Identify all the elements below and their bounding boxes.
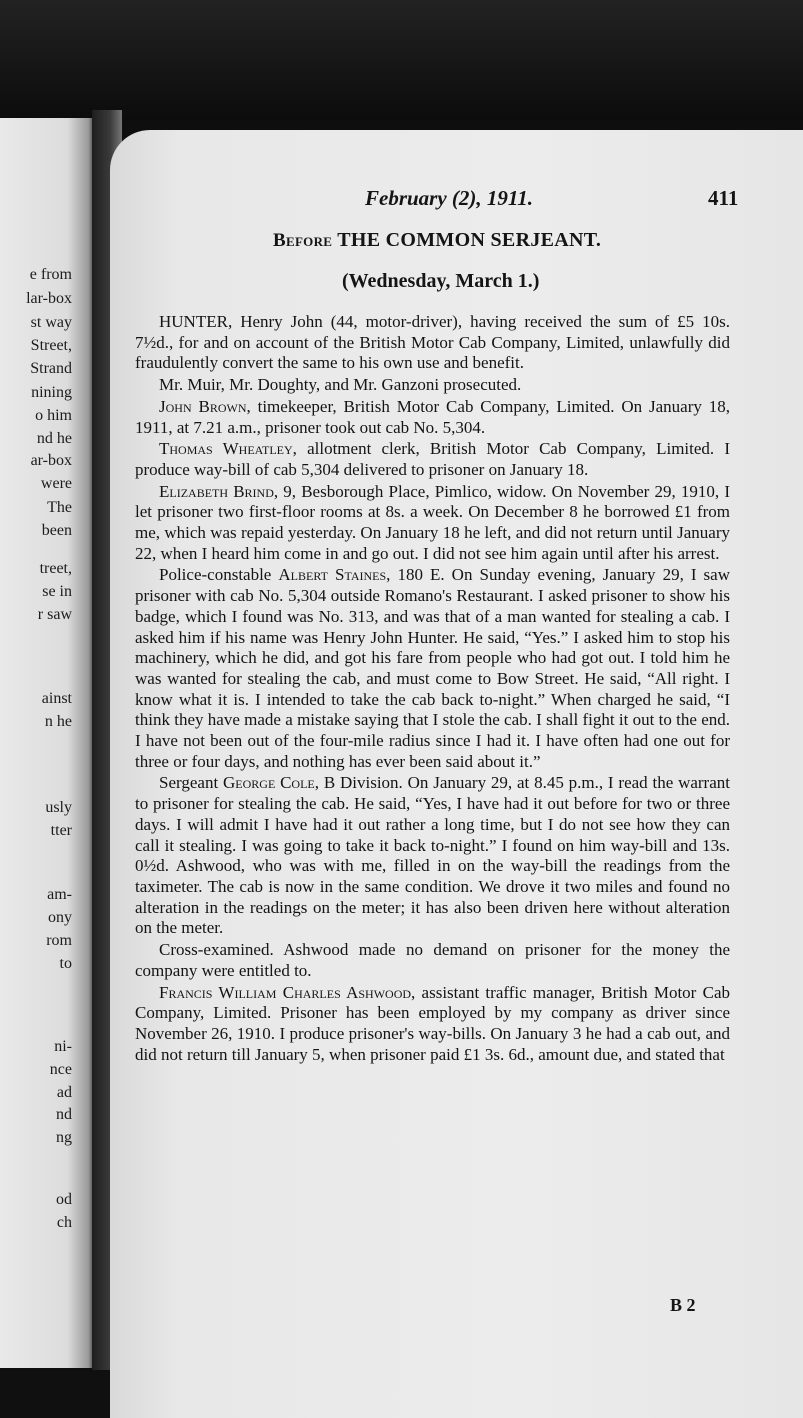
signature-mark: B 2: [670, 1295, 696, 1315]
left-fragment: lar-box: [26, 290, 72, 307]
testimony-paragraph: Sergeant George Cole, B Division. On January 29, at 8.45 p.m., I read the warrant to prisoner for stealing the cab. He said, “Yes, I have had it out before for two or three days. I will admit I have had it out rather a long time, but I do not see how they can call it stealing. I was going to take it back to-night.” I found on him way-bill and 13s. 0½d. Ashwood, who was with me, filled in on the way-bill the readings from the taximeter. The cab is now in the same condition. We drove it two miles and found no alteration in the readings on the meter; it has also been driven here without alteration on the meter.: [135, 773, 730, 938]
left-fragment: nd he: [36, 430, 72, 447]
scan-background-top: [0, 0, 803, 120]
left-fragment: The: [47, 499, 72, 516]
left-fragment: se in: [42, 583, 72, 600]
testimony-paragraph: Francis William Charles Ashwood, assistant traffic manager, British Motor Cab Company, Limited. Prisoner has been employed by my company as driver since November 26, 1910. I produce prisoner's way-bills. On January 3 he had a cab out, and did not return till January 5, when prisoner paid £1 3s. 6d., amount due, and stated that: [135, 982, 730, 1064]
defendant-name: HUNTER,: [159, 312, 233, 331]
court-before: Before: [273, 230, 333, 251]
counsel-paragraph: Mr. Muir, Mr. Doughty, and Mr. Ganzoni prosecuted.: [159, 375, 522, 395]
left-fragment: ar-box: [30, 452, 72, 469]
left-fragment: e from: [29, 266, 72, 283]
left-fragment: ad: [56, 1084, 72, 1101]
witness-name: Albert Staines,: [278, 565, 391, 585]
witness-name: John Brown,: [159, 396, 251, 416]
left-fragment: ng: [56, 1129, 72, 1146]
running-header: [110, 186, 803, 216]
left-fragment: st way: [30, 314, 72, 331]
testimony-paragraph: Thomas Wheatley, allotment clerk, British Motor Cab Company, Limited. I produce way-bill of cab 5,304 delivered to prisoner on January 18.: [135, 439, 731, 479]
left-fragment: treet,: [39, 560, 72, 577]
cross-examination-paragraph: Cross-examined. Ashwood made no demand on prisoner for the money the company were entitled to.: [135, 940, 730, 980]
left-fragment: been: [41, 522, 72, 539]
testimony-paragraph: John Brown, timekeeper, British Motor Cab Company, Limited. On January 18, 1911, at 7.21 a.m., prisoner took out cab No. 5,304.: [135, 396, 730, 437]
left-page-edge: [0, 118, 96, 1368]
witness-name: Francis William Charles Ashwood,: [159, 982, 416, 1002]
left-fragment: ch: [56, 1214, 72, 1231]
testimony-paragraph: Elizabeth Brind, 9, Besborough Place, Pimlico, widow. On November 29, 1910, I let prisoner two first-floor rooms at 8s. a week. On December 8 he borrowed £1 from me, which was repaid yesterday. On January 18 he left, and did not return until January 22, when I heard him come in and go out. I did not see him again until after his arrest.: [135, 481, 730, 563]
scan-background-bottom: [0, 1370, 110, 1418]
left-fragment: ni-: [54, 1038, 72, 1055]
left-fragment: rom: [46, 932, 72, 949]
left-fragment: to: [59, 955, 72, 972]
header-date: February (2), 1911.: [365, 186, 533, 210]
witness-name: Thomas Wheatley,: [159, 439, 297, 459]
witness-name: Elizabeth Brind,: [159, 481, 279, 501]
page-body: [135, 312, 730, 1065]
court-name: THE COMMON SERJEANT.: [337, 229, 602, 251]
left-fragment: were: [40, 475, 72, 492]
testimony-paragraph: Police-constable Albert Staines, 180 E. On Sunday evening, January 29, I saw prisoner with cab No. 5,304 outside Romano's Restaurant. I asked prisoner to show his badge, which I found was No. 313, and was that of a man wanted for stealing a cab. I asked him if his name was Henry John Hunter. He said, “Yes.” I asked him to stop his machinery, which he did, and got his fare from people who had got out. I told him he was wanted for stealing the cab, and must come to Bow Street. He said, “All right. I know what it is. I intended to take the cab back to-night.” When charged he said, “I think they have made a mistake saying that I stole the cab. I shall fight it out to the end. I have not been out of the four-mile radius since I had it. I have often had one out for three or four days, and nothing has ever been said about it.”: [135, 565, 730, 771]
left-fragment: r saw: [37, 606, 72, 623]
witness-name: George Cole,: [223, 773, 320, 793]
left-fragment: tter: [50, 822, 72, 839]
left-fragment: nce: [49, 1061, 72, 1078]
indictment-paragraph: HUNTER, Henry John (44, motor-driver), having received the sum of £5 10s. 7½d., for and on account of the British Motor Cab Company, Limited, unlawfully did fraudulently convert the same to his own use and benefit.: [135, 312, 730, 373]
left-fragment: ony: [48, 909, 72, 926]
session-date: (Wednesday, March 1.): [342, 270, 540, 292]
left-fragment: n he: [44, 713, 72, 730]
left-fragment: nd: [56, 1106, 72, 1123]
left-fragment: nining: [31, 384, 72, 401]
left-fragment: ainst: [41, 690, 72, 707]
page-number: 411: [708, 186, 739, 210]
left-fragment: o him: [35, 407, 72, 424]
court-heading: [273, 229, 601, 252]
left-fragment: usly: [45, 799, 72, 816]
left-fragment: Street,: [30, 337, 72, 354]
left-fragment: Strand: [30, 360, 72, 377]
left-fragment: am-: [47, 886, 72, 903]
left-fragment: od: [56, 1191, 72, 1208]
